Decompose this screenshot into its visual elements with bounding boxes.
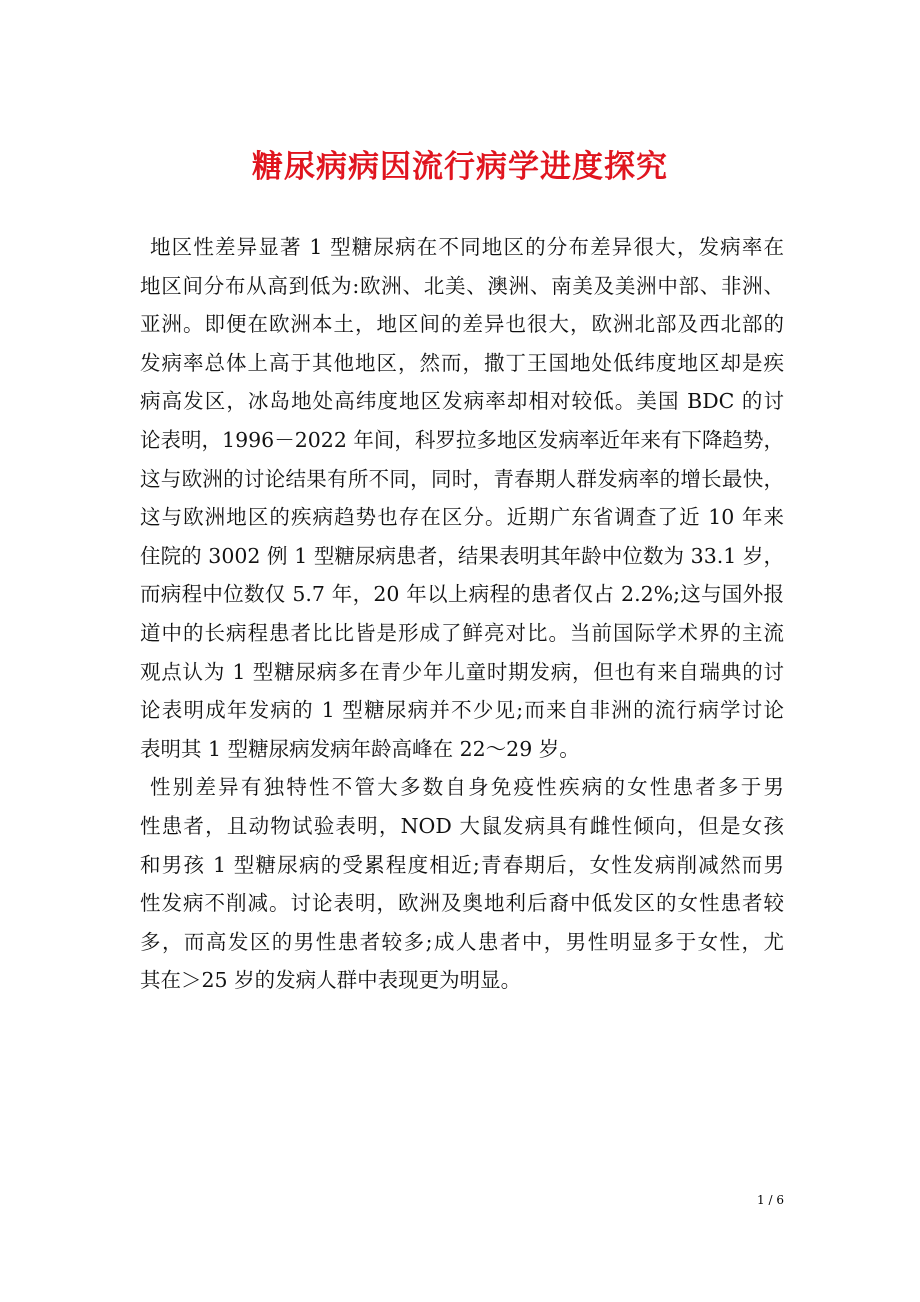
text-line: 发病率总体上高于其他地区，然而，撒丁王国地处低纬度地区却是疾 — [140, 350, 784, 375]
text-line: 亚洲。即便在欧洲本土，地区间的差异也很大，欧洲北部及西北部的 — [140, 312, 784, 337]
paragraph-regional-differences — [140, 228, 784, 768]
text-line: 这与欧洲的讨论结果有所不同，同时，青春期人群发病率的增长最快， — [140, 466, 784, 491]
text-line: 论表明，1996－2022 年间，科罗拉多地区发病率近年来有下降趋势， — [140, 427, 784, 452]
page-number: 1 / 6 — [757, 1193, 784, 1207]
text-line: 表明其 1 型糖尿病发病年龄高峰在 22～29 岁。 — [140, 736, 580, 761]
text-line: 和男孩 1 型糖尿病的受累程度相近;青春期后，女性发病削减然而男 — [140, 852, 784, 877]
text-line: 住院的 3002 例 1 型糖尿病患者，结果表明其年龄中位数为 33.1 岁， — [140, 543, 784, 568]
text-line: 这与欧洲地区的疾病趋势也存在区分。近期广东省调查了近 10 年来 — [140, 505, 784, 530]
document-body — [140, 228, 784, 1000]
text-line: 性别差异有独特性不管大多数自身免疫性疾病的女性患者多于男 — [150, 775, 784, 800]
paragraph-gender-differences — [140, 768, 784, 1000]
text-line: 观点认为 1 型糖尿病多在青少年儿童时期发病，但也有来自瑞典的讨 — [140, 659, 784, 684]
text-line: 地区性差异显著 1 型糖尿病在不同地区的分布差异很大，发病率在 — [150, 235, 784, 259]
text-line: 地区间分布从高到低为:欧洲、北美、澳洲、南美及美洲中部、非洲、 — [140, 273, 784, 298]
document-title: 糖尿病病因流行病学进度探究 — [252, 149, 668, 185]
text-line: 论表明成年发病的 1 型糖尿病并不少见;而来自非洲的流行病学讨论 — [140, 698, 784, 723]
text-line: 多，而高发区的男性患者较多;成人患者中，男性明显多于女性，尤 — [140, 929, 784, 954]
text-line: 其在＞25 岁的发病人群中表现更为明显。 — [140, 968, 522, 993]
text-line: 性发病不削减。讨论表明，欧洲及奥地利后裔中低发区的女性患者较 — [140, 891, 784, 916]
text-line: 道中的长病程患者比比皆是形成了鲜亮对比。当前国际学术界的主流 — [140, 620, 784, 645]
text-line: 而病程中位数仅 5.7 年，20 年以上病程的患者仅占 2.2%;这与国外报 — [140, 582, 784, 607]
text-line: 病高发区，冰岛地处高纬度地区发病率却相对较低。美国 BDC 的讨 — [140, 389, 784, 414]
text-line: 性患者，且动物试验表明，NOD 大鼠发病具有雌性倾向，但是女孩 — [140, 813, 784, 838]
